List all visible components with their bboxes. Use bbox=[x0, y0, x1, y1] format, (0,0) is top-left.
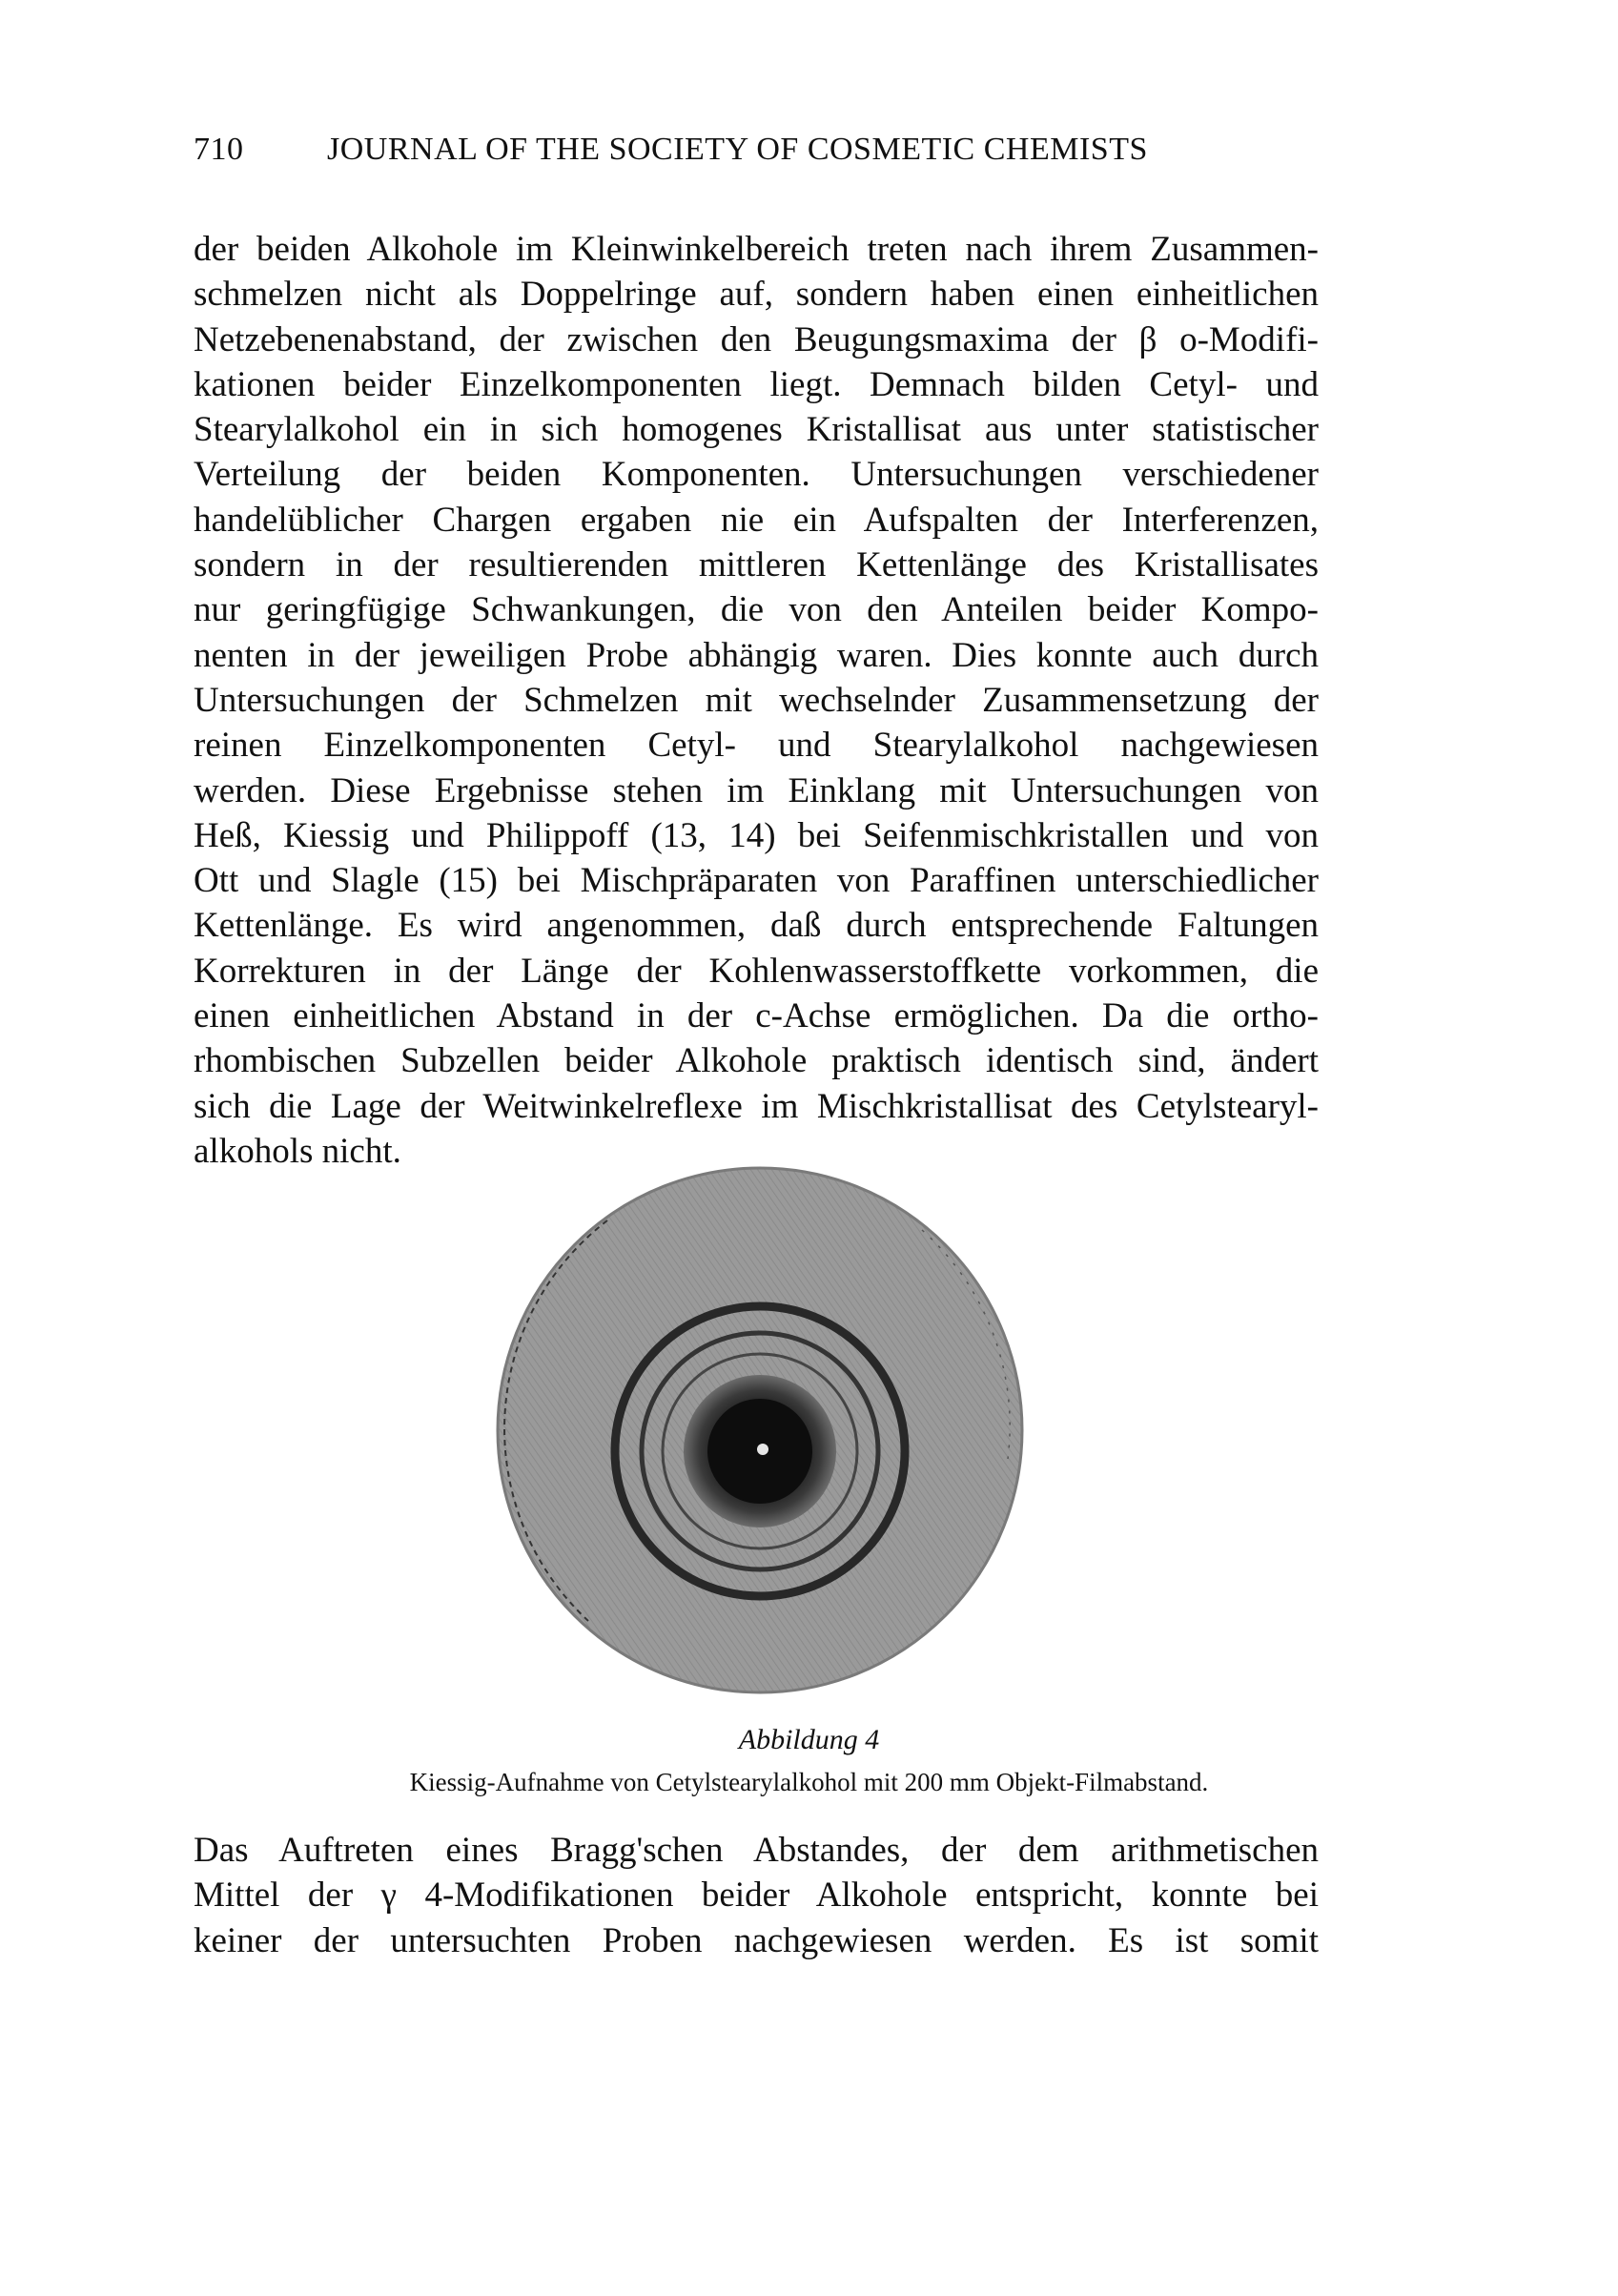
text-line: Netzebenenabstand, der zwischen den Beugungsmaxima der β o-Modifi- bbox=[194, 319, 1319, 359]
text-line: sondern in der resultierenden mittleren Kettenlänge des Kristallisates bbox=[194, 545, 1319, 585]
text-line: Mittel der γ 4-Modifikationen beider Alkohole entspricht, konnte bei bbox=[194, 1876, 1319, 1916]
text-line: Stearylalkohol ein in sich homogenes Kristallisat aus unter statistischer bbox=[194, 410, 1319, 450]
figure-label: Abbildung 4 bbox=[738, 1724, 880, 1755]
xray-diffraction-pattern bbox=[474, 1144, 1046, 1716]
text-line: rhombischen Subzellen beider Alkohole praktisch identisch sind, ändert bbox=[194, 1041, 1319, 1081]
text-line: Verteilung der beiden Komponenten. Untersuchungen verschiedener bbox=[194, 455, 1319, 495]
diffraction-figure bbox=[474, 1144, 1046, 1716]
text-line: Heß, Kiessig und Philippoff (13, 14) bei Seifenmischkristallen und von bbox=[194, 815, 1319, 855]
text-line: nur geringfügige Schwankungen, die von den Anteilen beider Kompo- bbox=[194, 590, 1319, 630]
page-number: 710 bbox=[194, 132, 244, 167]
text-line: sich die Lage der Weitwinkelreflexe im Mischkristallisat des Cetylstearyl- bbox=[194, 1086, 1319, 1126]
text-line: kationen beider Einzelkomponenten liegt. Demnach bilden Cetyl- und bbox=[194, 364, 1319, 404]
text-line: Ott und Slagle (15) bei Mischpräparaten von Paraffinen unterschiedlicher bbox=[194, 861, 1319, 901]
text-line: der beiden Alkohole im Kleinwinkelbereich treten nach ihrem Zusammen- bbox=[194, 230, 1319, 269]
text-line: handelüblicher Chargen ergaben nie ein Aufspalten der Interferenzen, bbox=[194, 500, 1319, 540]
text-line: werden. Diese Ergebnisse stehen im Einklang mit Untersuchungen von bbox=[194, 770, 1319, 810]
text-line: nenten in der jeweiligen Probe abhängig waren. Dies konnte auch durch bbox=[194, 635, 1319, 675]
text-line: alkohols nicht. bbox=[194, 1131, 401, 1171]
text-line: Kettenlänge. Es wird angenommen, daß durch entsprechende Faltungen bbox=[194, 906, 1319, 946]
text-line: Das Auftreten eines Bragg'schen Abstandes, der dem arithmetischen bbox=[194, 1831, 1319, 1870]
figure-caption: Kiessig-Aufnahme von Cetylstearylalkohol mit 200 mm Objekt-Filmabstand. bbox=[409, 1768, 1209, 1796]
text-line: Korrekturen in der Länge der Kohlenwasserstoffkette vorkommen, die bbox=[194, 951, 1319, 991]
body-paragraph-1 bbox=[194, 227, 1319, 1174]
running-header bbox=[194, 132, 1338, 168]
text-line: reinen Einzelkomponenten Cetyl- und Stearylalkohol nachgewiesen bbox=[194, 726, 1319, 766]
text-line: Untersuchungen der Schmelzen mit wechselnder Zusammensetzung der bbox=[194, 680, 1319, 720]
body-paragraph-2 bbox=[194, 1828, 1319, 1963]
journal-title: JOURNAL OF THE SOCIETY OF COSMETIC CHEMISTS bbox=[327, 132, 1148, 167]
text-line: schmelzen nicht als Doppelringe auf, sondern haben einen einheitlichen bbox=[194, 275, 1319, 315]
text-line: keiner der untersuchten Proben nachgewiesen werden. Es ist somit bbox=[194, 1920, 1319, 1960]
text-line: einen einheitlichen Abstand in der c-Achse ermöglichen. Da die ortho- bbox=[194, 996, 1319, 1036]
